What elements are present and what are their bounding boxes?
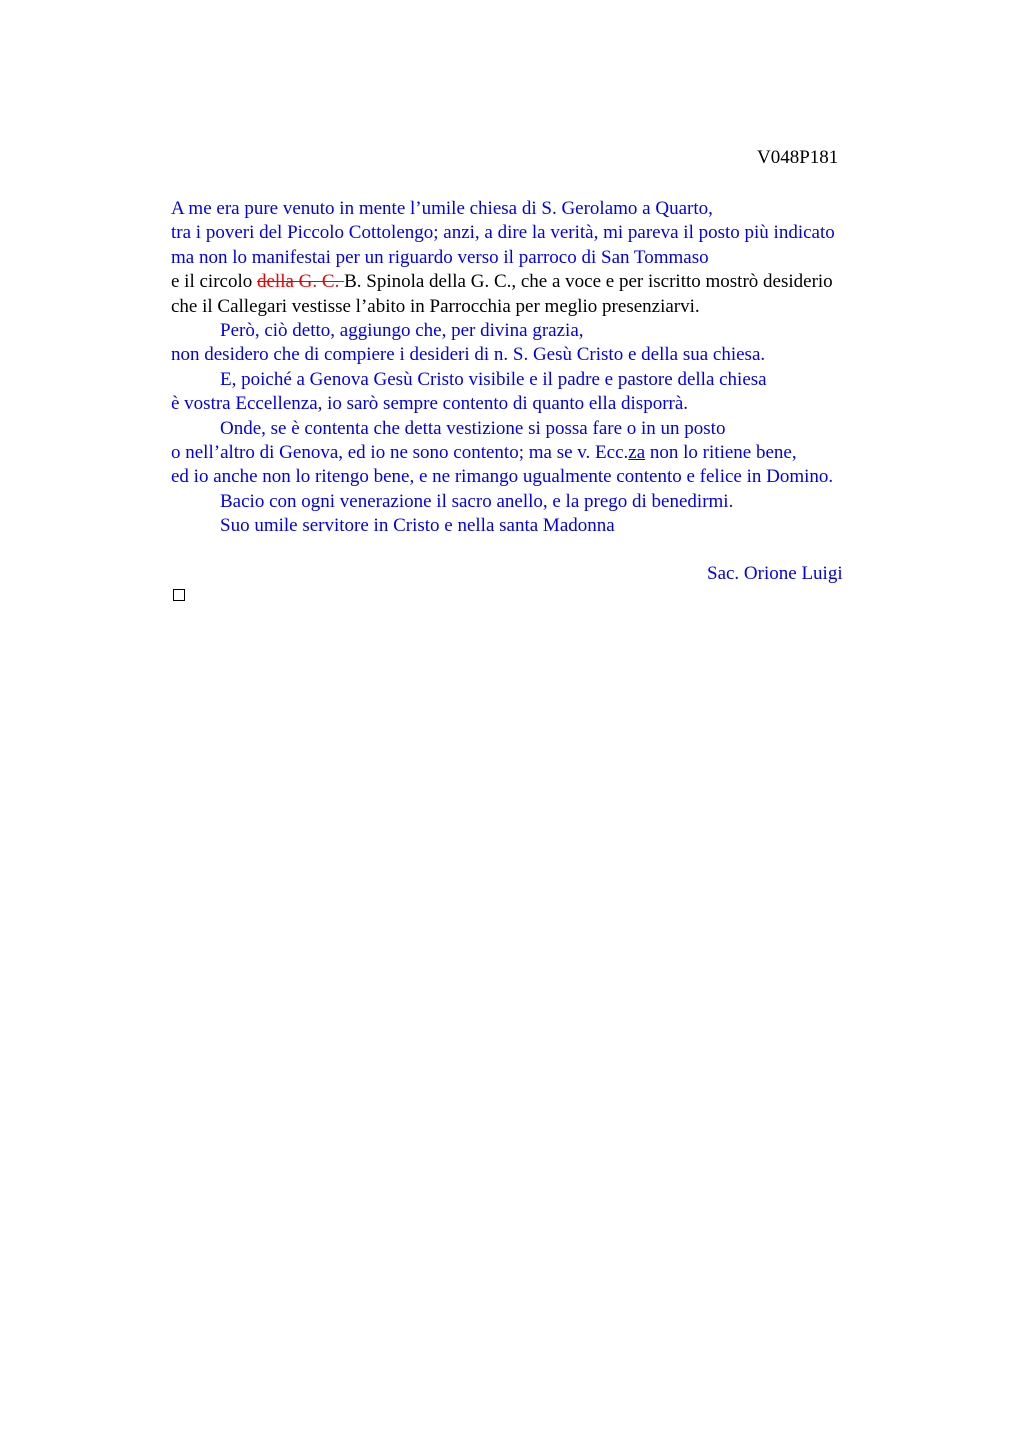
letter-line [171, 441, 931, 465]
deleted-text: della G. C. [257, 271, 345, 293]
page-code: V048P181 [757, 147, 839, 168]
end-square-icon [173, 589, 185, 601]
letter-text: non lo ritiene bene, [645, 442, 797, 464]
letter-text: o nell’altro di Genova, ed io ne sono contento; ma se v. Ecc. [171, 442, 629, 464]
letter-line: tra i poveri del Piccolo Cottolengo; anzi, a dire la verità, mi pareva il posto più indicato [171, 222, 835, 244]
letter-line: Bacio con ogni venerazione il sacro anello, e la prego di benedirmi. [220, 490, 734, 512]
letter-line: Però, ciò detto, aggiungo che, per divina grazia, [220, 320, 584, 342]
letter-line [171, 270, 931, 294]
letter-line: che il Callegari vestisse l’abito in Parrocchia per meglio presenziarvi. [171, 295, 700, 317]
letter-text: B. Spinola della G. C., che a voce e per iscritto mostrò desiderio [344, 271, 833, 293]
letter-line: Onde, se è contenta che detta vestizione si possa fare o in un posto [220, 417, 726, 439]
signature: Sac. Orione Luigi [707, 563, 843, 584]
letter-body [171, 197, 931, 539]
letter-line: ma non lo manifestai per un riguardo verso il parroco di San Tommaso [171, 246, 709, 268]
letter-line: Suo umile servitore in Cristo e nella santa Madonna [220, 515, 615, 537]
letter-line: A me era pure venuto in mente l’umile chiesa di S. Gerolamo a Quarto, [171, 198, 713, 219]
superscript-abbreviation: za [628, 442, 646, 464]
letter-line: ed io anche non lo ritengo bene, e ne rimango ugualmente contento e felice in Domino. [171, 466, 834, 488]
letter-text: e il circolo [171, 271, 257, 293]
letter-line: non desidero che di compiere i desideri di n. S. Gesù Cristo e della sua chiesa. [171, 344, 766, 366]
letter-line: E, poiché a Genova Gesù Cristo visibile e il padre e pastore della chiesa [220, 368, 767, 390]
letter-line: è vostra Eccellenza, io sarò sempre contento di quanto ella disporrà. [171, 393, 689, 415]
